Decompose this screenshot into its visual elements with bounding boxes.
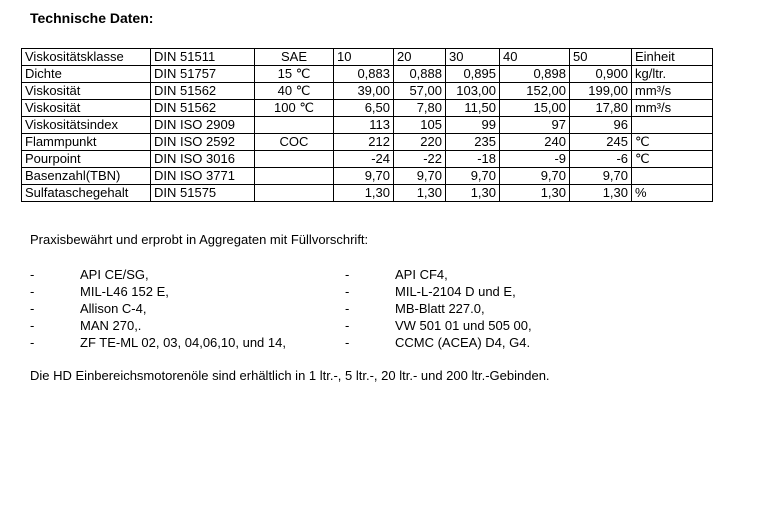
table-row — [22, 151, 713, 168]
table-header-cell: 30 — [446, 49, 500, 66]
table-cell: Flammpunkt — [22, 134, 151, 151]
table-row — [22, 100, 713, 117]
list-bullet: - — [30, 318, 35, 333]
table-row — [22, 185, 713, 202]
table-cell: 235 — [446, 134, 500, 151]
table-header-cell: 50 — [570, 49, 632, 66]
table-cell: 11,50 — [446, 100, 500, 117]
list-item-text: MIL-L-2104 D und E, — [395, 284, 516, 299]
table-header-row — [22, 49, 713, 66]
table-row — [22, 83, 713, 100]
table-cell: 96 — [570, 117, 632, 134]
table-cell: Viskositätsindex — [22, 117, 151, 134]
page-title: Technische Daten: — [30, 10, 154, 26]
table-cell: 7,80 — [394, 100, 446, 117]
list-item — [30, 317, 330, 334]
table-cell: 9,70 — [570, 168, 632, 185]
approvals-list-left — [30, 266, 330, 351]
table-cell: DIN 51575 — [151, 185, 255, 202]
list-item-text: ZF TE-ML 02, 03, 04,06,10, und 14, — [80, 335, 286, 350]
table-cell: Viskosität — [22, 100, 151, 117]
table-cell: 1,30 — [394, 185, 446, 202]
table-cell: 0,888 — [394, 66, 446, 83]
list-bullet: - — [30, 301, 35, 316]
table-cell: 0,900 — [570, 66, 632, 83]
table-cell: Pourpoint — [22, 151, 151, 168]
table-cell: 1,30 — [570, 185, 632, 202]
table-cell: -6 — [570, 151, 632, 168]
table-cell — [255, 185, 334, 202]
table-cell: DIN ISO 2592 — [151, 134, 255, 151]
table-row — [22, 117, 713, 134]
table-cell: 9,70 — [394, 168, 446, 185]
list-bullet: - — [30, 335, 35, 350]
list-item-text: Allison C-4, — [80, 301, 147, 316]
table-cell: -24 — [334, 151, 394, 168]
table-cell: ℃ — [632, 151, 713, 168]
table-cell: 99 — [446, 117, 500, 134]
list-item — [30, 334, 330, 351]
list-item-text: CCMC (ACEA) D4, G4. — [395, 335, 531, 350]
table-cell: mm³/s — [632, 83, 713, 100]
table-cell: 57,00 — [394, 83, 446, 100]
availability-text: Die HD Einbereichsmotorenöle sind erhältlich in 1 ltr.-, 5 ltr.-, 20 ltr.- und 200 ltr.-Gebinden. — [30, 368, 550, 383]
table-row — [22, 134, 713, 151]
table-cell: 1,30 — [334, 185, 394, 202]
table-cell: 15,00 — [500, 100, 570, 117]
table-body — [22, 49, 713, 202]
list-item-text: MIL-L46 152 E, — [80, 284, 169, 299]
table-cell: 9,70 — [500, 168, 570, 185]
list-item — [30, 266, 330, 283]
approvals-list-right — [345, 266, 645, 351]
table-cell: 199,00 — [570, 83, 632, 100]
table-cell: 100 ℃ — [255, 100, 334, 117]
table-cell: 212 — [334, 134, 394, 151]
list-bullet: - — [345, 267, 350, 282]
list-bullet: - — [345, 284, 350, 299]
table-cell: COC — [255, 134, 334, 151]
table-cell — [632, 168, 713, 185]
table-cell: DIN 51562 — [151, 100, 255, 117]
list-item-text: API CE/SG, — [80, 267, 149, 282]
table-cell — [255, 117, 334, 134]
table-header-cell: SAE — [255, 49, 334, 66]
table-cell: 0,883 — [334, 66, 394, 83]
table-cell: 0,898 — [500, 66, 570, 83]
list-bullet: - — [345, 301, 350, 316]
table-cell: 245 — [570, 134, 632, 151]
table-cell: 40 ℃ — [255, 83, 334, 100]
table-cell — [255, 151, 334, 168]
list-item-text: MAN 270,. — [80, 318, 142, 333]
table-header-cell: Viskositätsklasse — [22, 49, 151, 66]
table-cell: Dichte — [22, 66, 151, 83]
table-cell: DIN ISO 3016 — [151, 151, 255, 168]
list-bullet: - — [345, 318, 350, 333]
table-cell: kg/ltr. — [632, 66, 713, 83]
table-cell: 240 — [500, 134, 570, 151]
table-cell: DIN 51562 — [151, 83, 255, 100]
table-cell: -9 — [500, 151, 570, 168]
table-cell: -22 — [394, 151, 446, 168]
list-item-text: VW 501 01 und 505 00, — [395, 318, 532, 333]
table-cell: Sulfataschegehalt — [22, 185, 151, 202]
table-cell: 1,30 — [500, 185, 570, 202]
list-item — [345, 334, 645, 351]
list-item-text: API CF4, — [395, 267, 448, 282]
table-cell: 113 — [334, 117, 394, 134]
table-cell: DIN ISO 3771 — [151, 168, 255, 185]
table-cell — [255, 168, 334, 185]
table-cell: Viskosität — [22, 83, 151, 100]
table-header-cell: 40 — [500, 49, 570, 66]
list-bullet: - — [30, 284, 35, 299]
technical-data-table — [21, 48, 713, 202]
list-item — [30, 283, 330, 300]
table-cell: -18 — [446, 151, 500, 168]
table-row — [22, 66, 713, 83]
table-cell: mm³/s — [632, 100, 713, 117]
table-cell: ℃ — [632, 134, 713, 151]
table-cell: Basenzahl(TBN) — [22, 168, 151, 185]
intro-text: Praxisbewährt und erprobt in Aggregaten mit Füllvorschrift: — [30, 232, 369, 247]
table-cell: 6,50 — [334, 100, 394, 117]
list-bullet: - — [30, 267, 35, 282]
list-item — [30, 300, 330, 317]
table-header-cell: Einheit — [632, 49, 713, 66]
table-cell: 152,00 — [500, 83, 570, 100]
table-header-cell: 20 — [394, 49, 446, 66]
table-cell: 0,895 — [446, 66, 500, 83]
list-bullet: - — [345, 335, 350, 350]
table-cell: 15 ℃ — [255, 66, 334, 83]
table-cell: DIN 51757 — [151, 66, 255, 83]
table-row — [22, 168, 713, 185]
table-cell: 97 — [500, 117, 570, 134]
list-item — [345, 283, 645, 300]
table-cell: 103,00 — [446, 83, 500, 100]
table-header-cell: DIN 51511 — [151, 49, 255, 66]
list-item — [345, 300, 645, 317]
table-cell: 1,30 — [446, 185, 500, 202]
table-cell: 220 — [394, 134, 446, 151]
table-cell — [632, 117, 713, 134]
table-header-cell: 10 — [334, 49, 394, 66]
list-item — [345, 317, 645, 334]
table-cell: DIN ISO 2909 — [151, 117, 255, 134]
table-cell: 9,70 — [334, 168, 394, 185]
table-cell: 9,70 — [446, 168, 500, 185]
table-cell: 39,00 — [334, 83, 394, 100]
table-cell: 17,80 — [570, 100, 632, 117]
table-cell: 105 — [394, 117, 446, 134]
table-cell: % — [632, 185, 713, 202]
list-item-text: MB-Blatt 227.0, — [395, 301, 485, 316]
list-item — [345, 266, 645, 283]
